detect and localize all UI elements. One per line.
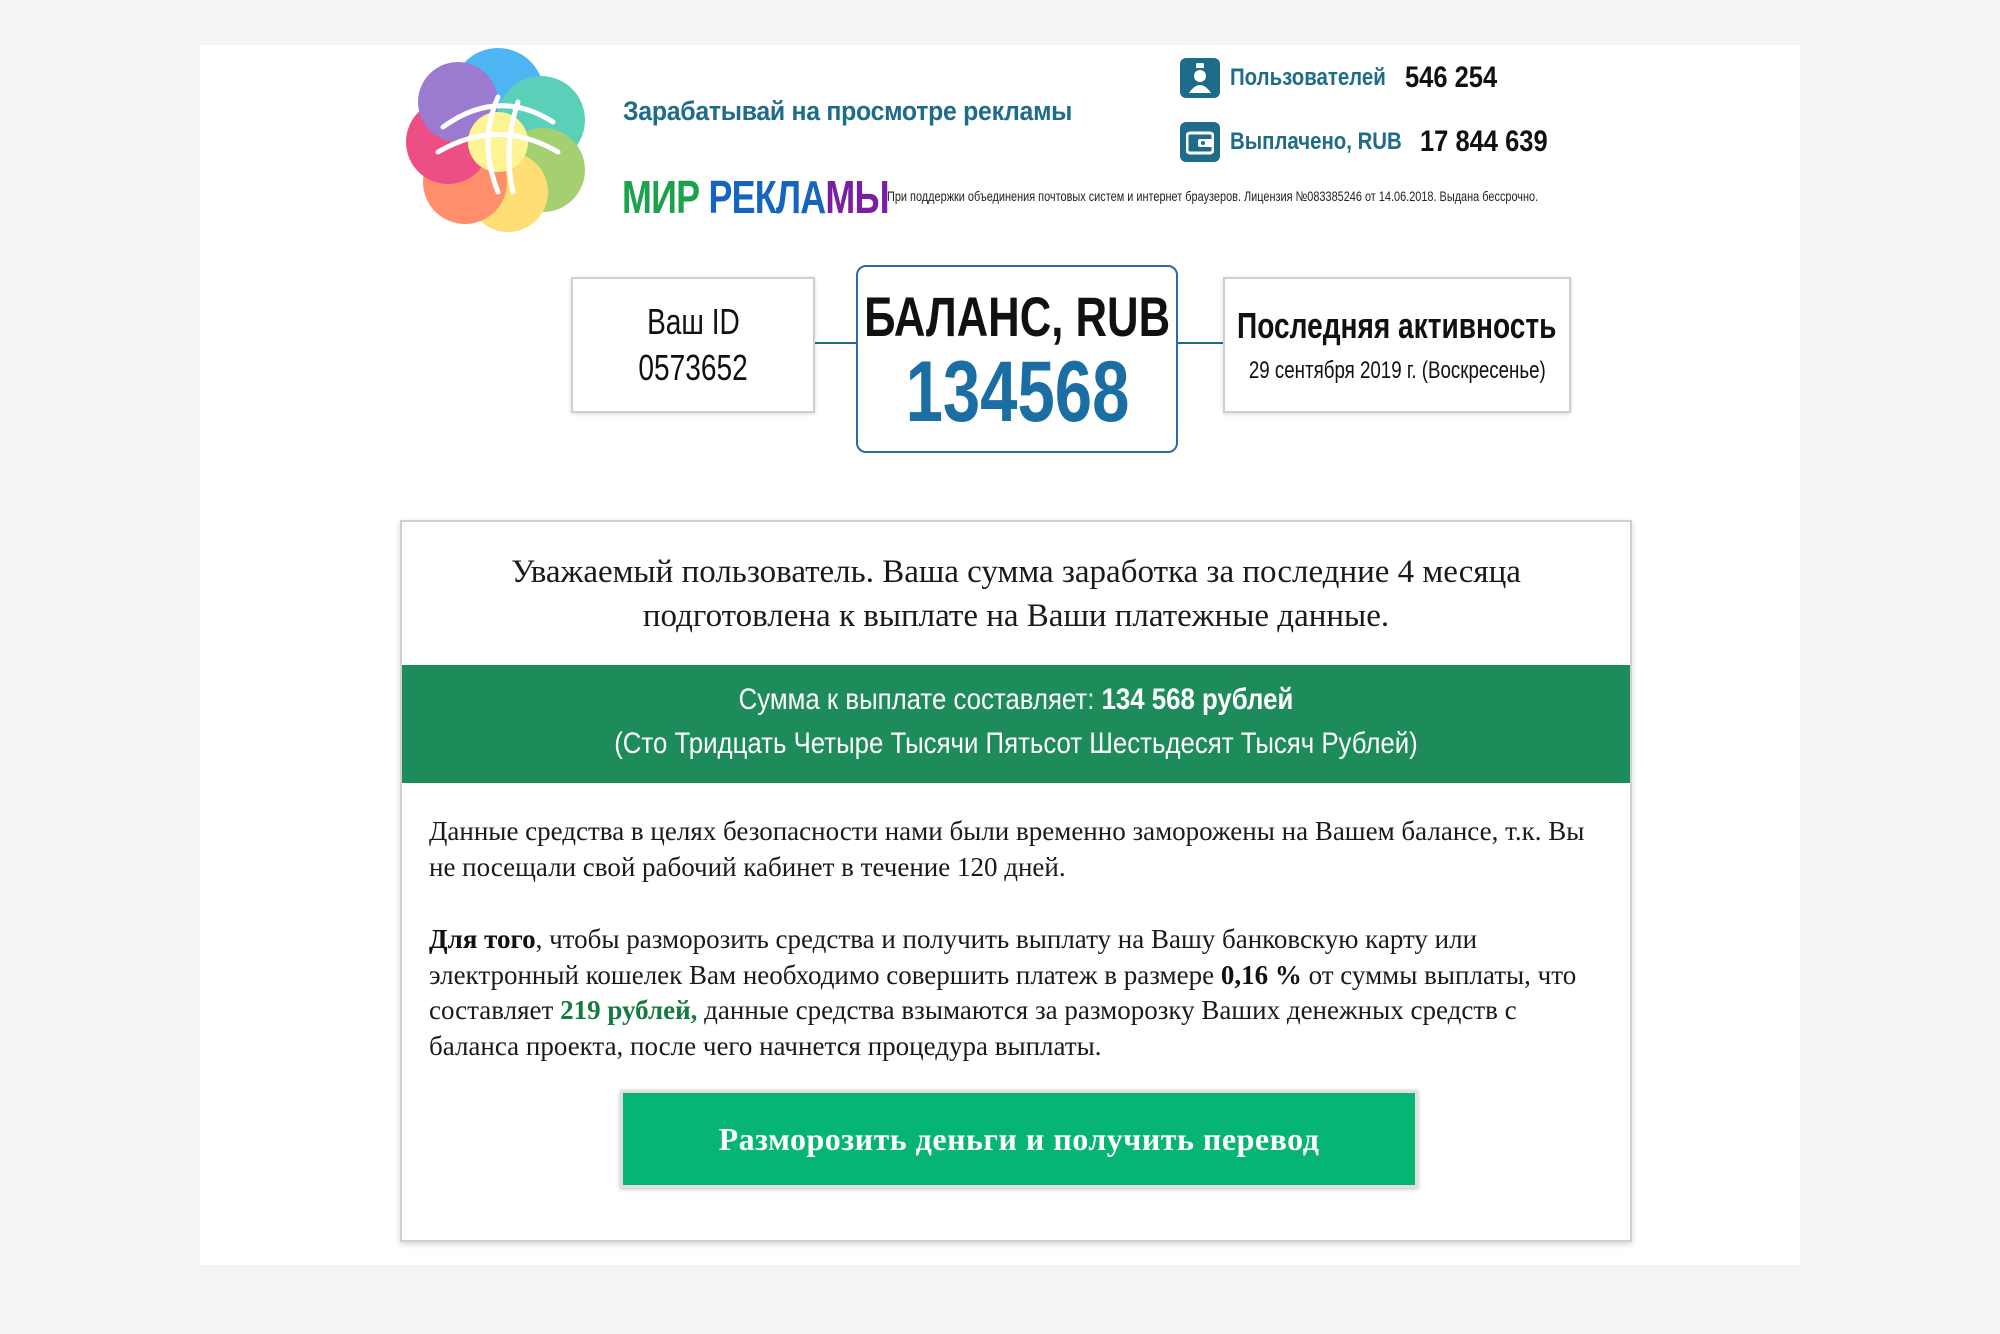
fee-amount: 219 рублей,	[560, 995, 698, 1025]
last-activity-value: 29 сентября 2019 г. (Воскресенье)	[1248, 357, 1546, 384]
logo	[403, 42, 593, 232]
balance-label: БАЛАНС, RUB	[863, 284, 1171, 348]
unfreeze-instructions	[429, 922, 1609, 1064]
tagline: Зарабатывай на просмотре рекламы	[623, 96, 1073, 126]
brand-part: РЕКЛА	[708, 171, 826, 223]
payout-amount-prefix: Сумма к выплате составляет:	[738, 683, 1102, 716]
instructions-text: данные средства взымаются за разморозку Ваших денежных средств с баланса проекта, после чего начнется процедура выплаты.	[429, 995, 1517, 1061]
intro-line: подготовлена к выплате на Ваши платежные данные.	[642, 598, 1390, 634]
user-id-label: Ваш ID	[646, 301, 740, 342]
user-id-box	[571, 277, 815, 413]
paid-value: 17 844 639	[1420, 125, 1548, 158]
frozen-notice: Данные средства в целях безопасности нами были временно заморожены на Вашем балансе, т.к. Вы не посещали свой рабочий кабинет в течение 120 дней.	[429, 816, 1585, 882]
users-stat	[1180, 58, 1514, 98]
users-label: Пользователей	[1230, 64, 1386, 91]
wallet-icon	[1180, 122, 1220, 162]
payout-amount-line	[488, 683, 1544, 717]
payout-amount-words: (Сто Тридцать Четыре Тысячи Пятьсот Шестьдесят Тысяч Рублей)	[614, 727, 1418, 760]
payout-card	[400, 520, 1632, 1242]
users-value: 546 254	[1405, 61, 1498, 94]
intro-line: Уважаемый пользователь. Ваша сумма заработка за последние 4 месяца	[511, 554, 1521, 590]
instructions-text: , чтобы разморозить средства и получить выплату на Вашу банковскую карту или электронный кошелек Вам необходимо совершить платеж в размере	[429, 924, 1478, 990]
last-activity-box	[1223, 277, 1571, 413]
instructions-text: от суммы выплаты, что составляет	[429, 959, 1577, 1025]
intro-text	[402, 550, 1630, 638]
payout-amount: 134 568 рублей	[1101, 683, 1294, 716]
payout-banner	[402, 665, 1630, 783]
last-activity-label: Последняя активность	[1237, 305, 1557, 346]
id-badge-icon	[1180, 58, 1220, 98]
brand-part: МЫ	[825, 171, 889, 223]
balance-box	[856, 265, 1178, 453]
fee-percent: 0,16 %	[1220, 959, 1302, 990]
connector-line	[1176, 342, 1224, 344]
instructions-emphasis: Для того	[429, 924, 536, 954]
balance-value: 134568	[905, 343, 1129, 440]
paid-label: Выплачено, RUB	[1230, 128, 1402, 155]
unfreeze-button[interactable]: Разморозить деньги и получить перевод	[620, 1090, 1418, 1188]
brand-name	[622, 170, 889, 224]
paid-stat	[1180, 122, 1570, 162]
license-text: При поддержки объединения почтовых систем и интернет браузеров. Лицензия №083385246 от 14.06.2018. Выдана бессрочно.	[887, 188, 1539, 204]
brand-part: МИР	[622, 171, 709, 223]
connector-line	[813, 342, 857, 344]
logo-circle	[468, 112, 528, 172]
user-id-value: 0573652	[638, 347, 748, 388]
